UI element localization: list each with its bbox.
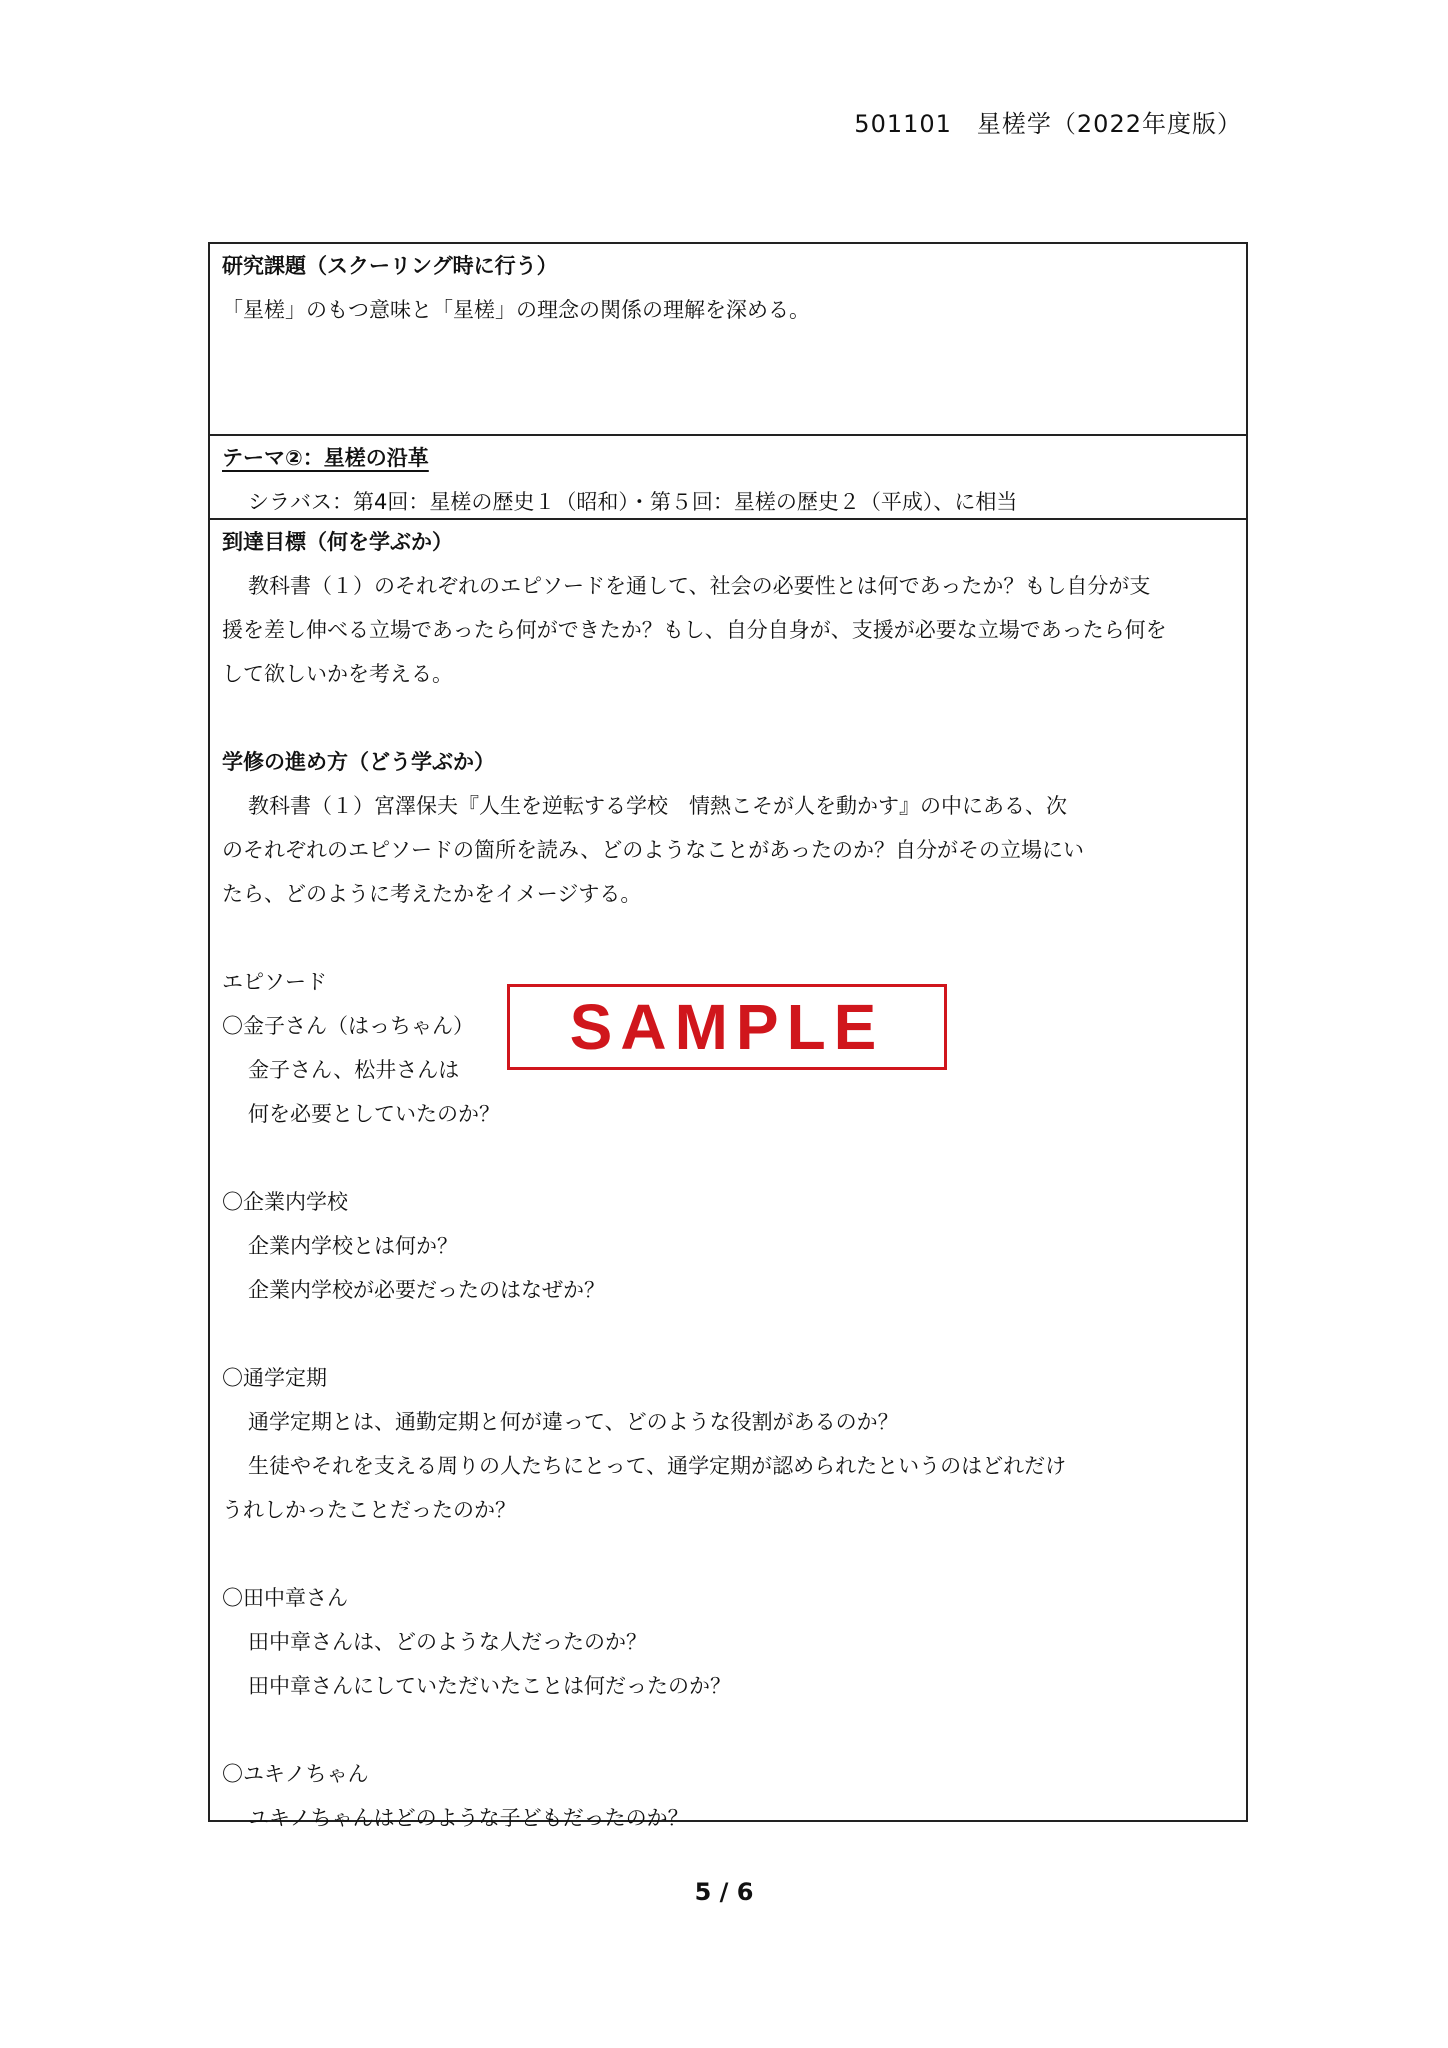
episode-question: ユキノちゃんはどのような子どもだったのか？ [248, 1806, 689, 1830]
episode-question: 田中章さんにしていただいたことは何だったのか？ [248, 1674, 731, 1698]
episode-question: 何を必要としていたのか？ [248, 1102, 500, 1126]
goal-line: 教科書（１）のそれぞれのエピソードを通して、社会の必要性とは何であったか？もし自分が支 [248, 574, 1151, 598]
theme-heading: テーマ②：星槎の沿革 [222, 446, 429, 470]
research-topic-text: 「星槎」のもつ意味と「星槎」の理念の関係の理解を深める。 [222, 298, 810, 322]
goal-heading: 到達目標（何を学ぶか） [222, 530, 453, 554]
episode-question: 金子さん、松井さんは [248, 1058, 460, 1082]
theme-syllabus: シラバス：第4回：星槎の歴史１（昭和）・第５回：星槎の歴史２（平成）、に相当 [248, 490, 1018, 514]
episode-title: 〇企業内学校 [222, 1190, 348, 1214]
episode-title: 〇ユキノちゃん [222, 1762, 369, 1786]
goal-line: して欲しいかを考える。 [222, 662, 453, 686]
research-topic-section [210, 244, 1246, 436]
sample-watermark-text: SAMPLE [569, 991, 885, 1063]
episode-question: 田中章さんは、どのような人だったのか？ [248, 1630, 647, 1654]
episode-title: 〇通学定期 [222, 1366, 327, 1390]
episode-question: 通学定期とは、通勤定期と何が違って、どのような役割があるのか？ [248, 1410, 899, 1434]
page-number: 5 / 6 [694, 1878, 754, 1906]
episode-question: 企業内学校とは何か？ [248, 1234, 458, 1258]
method-heading: 学修の進め方（どう学ぶか） [222, 750, 495, 774]
episode-title: 〇金子さん（はっちゃん） [222, 1014, 474, 1038]
method-line: のそれぞれのエピソードの箇所を読み、どのようなことがあったのか？自分がその立場にい [222, 838, 1085, 862]
research-topic-heading: 研究課題（スクーリング時に行う） [222, 254, 558, 278]
goal-line: 援を差し伸べる立場であったら何ができたか？もし、自分自身が、支援が必要な立場であったら何を [222, 618, 1167, 642]
method-line: たら、どのように考えたかをイメージする。 [222, 882, 642, 906]
sample-watermark [507, 984, 947, 1070]
episode-question: 企業内学校が必要だったのはなぜか？ [248, 1278, 605, 1302]
theme-section [210, 436, 1246, 520]
episode-title: 〇田中章さん [222, 1586, 348, 1610]
episode-question: 生徒やそれを支える周りの人たちにとって、通学定期が認められたというのはどれだけ [248, 1454, 1067, 1478]
study-section [210, 520, 1246, 1830]
method-line: 教科書（１）宮澤保夫『人生を逆転する学校 情熱こそが人を動かす』の中にある、次 [248, 794, 1067, 818]
episode-question: うれしかったことだったのか？ [222, 1498, 516, 1522]
course-code-header: 501101 星槎学（2022年度版） [854, 110, 1242, 138]
episodes-heading: エピソード [222, 970, 327, 994]
